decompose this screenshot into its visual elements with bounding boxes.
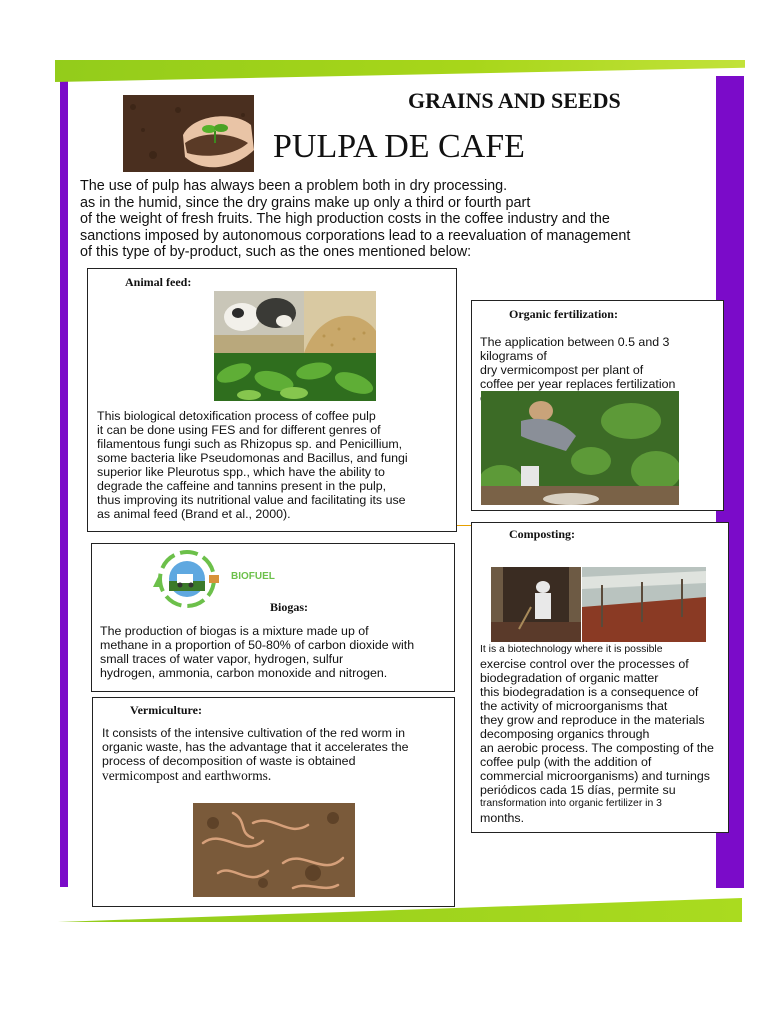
text-line: superior like Pleurotus spp., which have the ability to	[97, 465, 385, 479]
compost-beds-photo	[582, 567, 706, 642]
text-line: hydrogen, ammonia, carbon monoxide and nitrogen.	[100, 666, 388, 680]
vermiculture-text	[102, 726, 451, 783]
biofuel-logo-text: BIOFUEL	[231, 571, 275, 582]
cows-eating-photo	[214, 291, 304, 353]
text-line: dry vermicompost per plant of	[480, 363, 644, 377]
animal-feed-heading: Animal feed:	[125, 275, 192, 289]
text-line: as animal feed (Brand et al., 2000).	[97, 507, 291, 521]
connector-line	[455, 525, 471, 526]
text-line: some bacteria like Pseudomonas and Bacillus, and fungi	[97, 451, 408, 465]
text-line: This biological detoxification process of coffee pulp	[97, 409, 376, 423]
text-line: It consists of the intensive cultivation of the red worm in	[102, 726, 406, 740]
text-line: process of decomposition of waste is obtained	[102, 754, 356, 768]
farmer-fertilizing-photo	[481, 391, 679, 505]
text-line: biodegradation of organic matter	[480, 671, 659, 685]
text-line: an aerobic process. The composting of the	[480, 741, 714, 755]
text-line: coffee pulp (with the addition of	[480, 755, 652, 769]
biofuel-logo	[147, 547, 275, 611]
composting-heading: Composting:	[509, 527, 576, 541]
intro-line: of the weight of fresh fruits. The high production costs in the coffee industry and the	[80, 211, 610, 227]
page-title: PULPA DE CAFE	[273, 128, 525, 165]
intro-paragraph	[80, 178, 680, 261]
text-line: organic waste, has the advantage that it accelerates the	[102, 740, 409, 754]
text-line: decomposing organics through	[480, 727, 650, 741]
intro-line: The use of pulp has always been a problem both in dry processing.	[80, 178, 508, 194]
text-line: months.	[480, 811, 525, 825]
text-line: small traces of water vapor, hydrogen, sulfur	[100, 652, 344, 666]
text-line: they grow and reproduce in the materials	[480, 713, 705, 727]
text-line: vermicompost and earthworms.	[102, 768, 272, 783]
vermiculture-box	[92, 697, 455, 907]
intro-line: as in the humid, since the dry grains make up only a third or fourth part	[80, 194, 531, 211]
earthworms-photo	[193, 803, 355, 897]
text-line: exercise control over the processes of	[480, 657, 689, 671]
text-line: the activity of microorganisms that	[480, 699, 668, 713]
compost-worker-photo	[491, 567, 581, 642]
animal-feed-box	[87, 268, 457, 532]
text-line: this biodegradation is a consequence of	[480, 685, 699, 699]
coffee-leaves-photo	[214, 353, 376, 401]
text-line: methane in a proportion of 50-80% of carbon dioxide with	[100, 638, 415, 652]
hands-soil-photo	[123, 95, 254, 172]
composting-box	[471, 522, 729, 833]
text-line: The application between 0.5 and 3 kilograms of	[480, 335, 670, 363]
text-line: coffee per year replaces fertilization	[480, 377, 676, 391]
text-line: The production of biogas is a mixture made up of	[100, 624, 369, 638]
bran-pile-photo	[304, 291, 376, 353]
intro-line: of this type of by-product, such as the ones mentioned below:	[80, 244, 472, 260]
text-line: periódicos cada 15 días, permite su	[480, 783, 676, 797]
text-line: thus improving its nutritional value and facilitating its use	[97, 493, 406, 507]
text-line: transformation into organic fertilizer in 3	[480, 798, 662, 809]
biogas-box	[91, 543, 455, 692]
text-line: it can be done using FES and for different genres of	[97, 423, 381, 437]
organic-fertilization-heading: Organic fertilization:	[509, 307, 618, 321]
category-title: GRAINS AND SEEDS	[408, 88, 621, 113]
intro-line: sanctions imposed by autonomous corporations lead to a reevaluation of management	[80, 227, 631, 244]
text-line: degrade the caffeine and tannins present in the pulp,	[97, 479, 387, 493]
text-line: It is a biotechnology where it is possible	[480, 644, 663, 655]
text-line: filamentous fungi such as Rhizopus sp. and Penicillium,	[97, 437, 403, 451]
animal-feed-text	[97, 409, 449, 521]
text-line: commercial microorganisms) and turnings	[480, 769, 710, 783]
biogas-heading: Biogas:	[270, 600, 309, 614]
biogas-text	[100, 624, 444, 680]
organic-fertilization-box	[471, 300, 724, 511]
top-green-band	[55, 60, 745, 82]
vermiculture-heading: Vermiculture:	[130, 703, 202, 717]
composting-text	[480, 643, 726, 825]
